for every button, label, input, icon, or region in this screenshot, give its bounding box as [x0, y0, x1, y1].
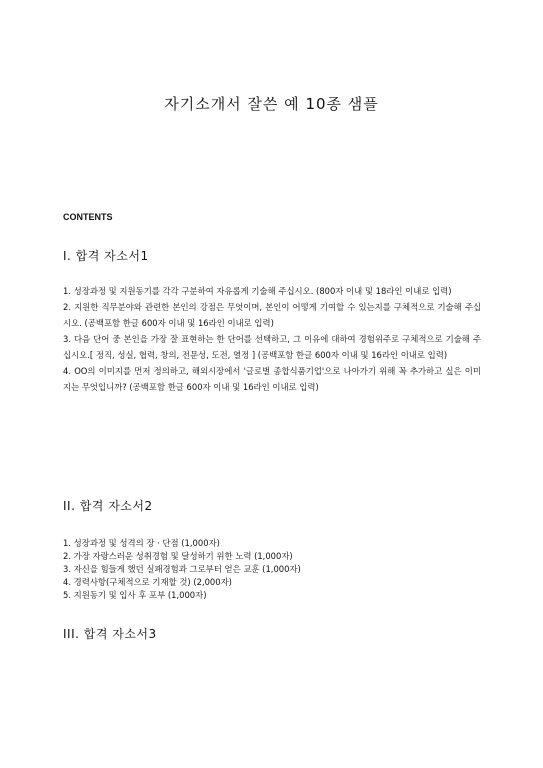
question-item: 1. 성장과정 및 지원동기를 각각 구분하여 자유롭게 기술해 주십시오. (800자 이내 및 18라인 이내로 입력) [63, 286, 452, 296]
document-title: 자기소개서 잘쓴 예 10종 샘플 [164, 95, 379, 113]
contents-label: CONTENTS [63, 212, 113, 222]
question-item: 1. 성장과정 및 성격의 장 · 단점 (1,000자) [63, 538, 220, 548]
question-item: 4. OO의 이미지를 먼저 정의하고, 해외시장에서 '글로벌 종합식품기업'으로 나아가기 위해 꼭 추가하고 싶은 이미지는 무엇입니까? (공백포함 한글 600자 이내 및 16라인 이내로 입력) [63, 366, 481, 392]
section-heading-2: II. 합격 자소서2 [63, 499, 153, 513]
question-list-2 [63, 537, 481, 602]
question-item: 5. 지원동기 및 입사 후 포부 (1,000자) [63, 590, 207, 600]
question-item: 2. 가장 자랑스러운 성취경험 및 달성하기 위한 노력 (1,000자) [63, 551, 293, 561]
section-heading-1: I. 합격 자소서1 [63, 249, 149, 263]
question-item: 3. 다음 단어 중 본인을 가장 잘 표현하는 한 단어를 선택하고, 그 이유에 대하여 경험위주로 구체적으로 기술해 주십시오.[ 정직, 성실, 협력, 창의, 전문성, 도전, 열정 ] (공백포함 한글 600자 이내 및 16라인 이내로 입력) [63, 334, 481, 360]
question-item: 2. 지원한 직무분야와 관련한 본인의 강점은 무엇이며, 본인이 어떻게 기여할 수 있는지를 구체적으로 기술해 주십시오. (공백포함 한글 600자 이내 및 16라인 이내로 입력) [63, 302, 481, 328]
section-heading-3: III. 합격 자소서3 [63, 627, 157, 641]
question-item: 3. 자신을 힘들게 했던 실패경험과 그로부터 얻은 교훈 (1,000자) [63, 564, 301, 574]
question-item: 4. 경력사항(구체적으로 기재할 것) (2,000자) [63, 577, 232, 587]
question-list-1 [63, 283, 481, 395]
